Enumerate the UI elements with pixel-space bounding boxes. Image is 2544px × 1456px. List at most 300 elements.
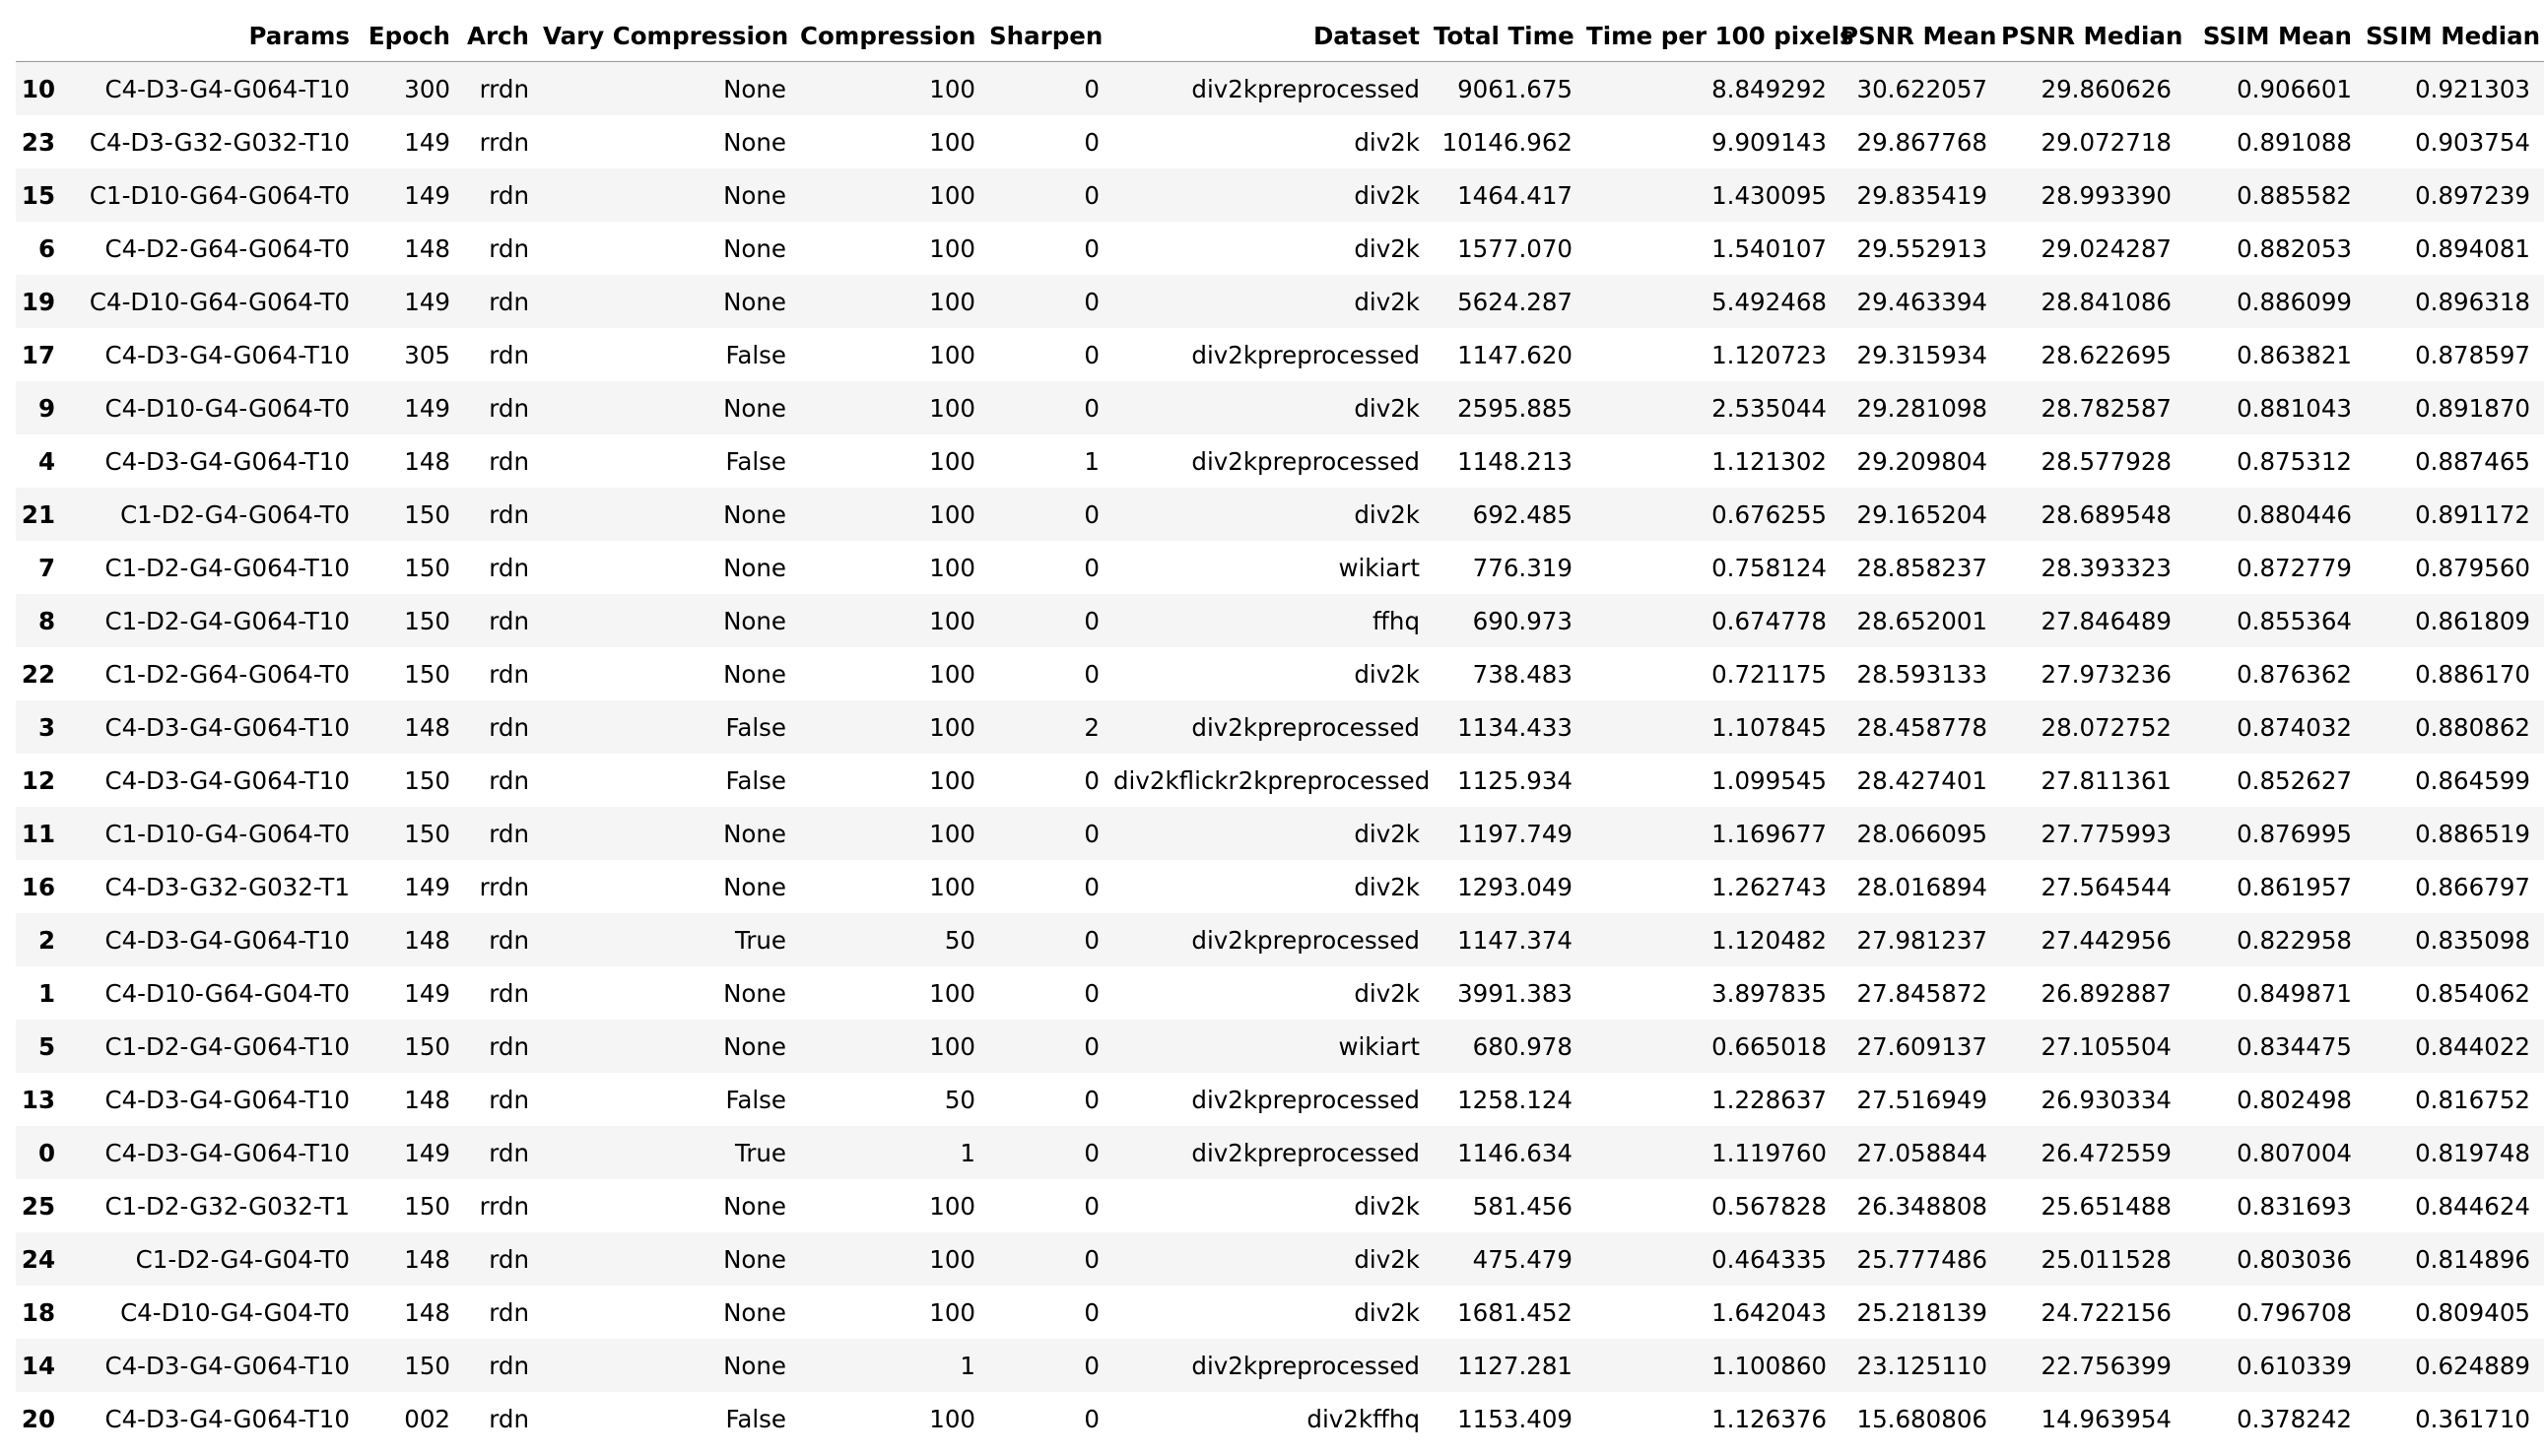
row-index-cell: 10: [21, 74, 55, 103]
table-cell: None: [723, 127, 786, 157]
table-cell: 305: [404, 340, 450, 369]
row-index-cell: 24: [21, 1244, 55, 1274]
table-cell: None: [723, 819, 786, 848]
table-cell: 0.802498: [2237, 1085, 2352, 1114]
table-cell: rdn: [489, 1031, 529, 1061]
table-cell: rrdn: [479, 74, 529, 103]
table-cell: 0: [1084, 1031, 1100, 1061]
table-cell: 0.879560: [2415, 553, 2530, 582]
table-row: [16, 115, 2544, 168]
table-cell: 0: [1084, 74, 1100, 103]
row-index-cell: 15: [21, 180, 55, 210]
table-cell: 28.782587: [2041, 393, 2172, 423]
table-cell: 29.463394: [1856, 287, 1987, 316]
table-cell: 150: [404, 819, 450, 848]
table-cell: 150: [404, 606, 450, 635]
table-cell: 1681.452: [1457, 1297, 1573, 1327]
table-cell: rdn: [489, 553, 529, 582]
table-cell: 0.906601: [2237, 74, 2352, 103]
table-cell: 0: [1084, 180, 1100, 210]
table-cell: div2kpreprocessed: [1191, 1085, 1420, 1114]
table-cell: 0.378242: [2237, 1404, 2352, 1433]
table-cell: 100: [929, 1031, 975, 1061]
table-cell: True: [734, 925, 786, 955]
table-cell: 0: [1084, 287, 1100, 316]
table-cell: 149: [404, 978, 450, 1008]
table-cell: C4-D3-G4-G064-T10: [104, 712, 350, 742]
table-cell: 0.880446: [2237, 499, 2352, 529]
column-header: Compression: [800, 11, 989, 62]
table-cell: rdn: [489, 765, 529, 795]
table-cell: 0.796708: [2237, 1297, 2352, 1327]
table-cell: div2k: [1354, 819, 1420, 848]
table-cell: C1-D2-G4-G064-T10: [104, 1031, 350, 1061]
row-index-cell: 6: [37, 233, 55, 263]
table-cell: div2k: [1354, 872, 1420, 901]
table-cell: None: [723, 1351, 786, 1380]
table-cell: div2k: [1354, 127, 1420, 157]
table-cell: 10146.962: [1441, 127, 1573, 157]
table-cell: 28.458778: [1856, 712, 1987, 742]
table-cell: 0.891172: [2415, 499, 2530, 529]
table-cell: 0.886519: [2415, 819, 2530, 848]
table-cell: C4-D3-G4-G064-T10: [104, 925, 350, 955]
table-cell: rdn: [489, 1244, 529, 1274]
table-cell: 692.485: [1472, 499, 1573, 529]
table-cell: False: [725, 1404, 786, 1433]
table-cell: None: [723, 978, 786, 1008]
table-cell: 148: [404, 233, 450, 263]
table-cell: rdn: [489, 340, 529, 369]
table-cell: 0.861957: [2237, 872, 2352, 901]
table-cell: 1.120482: [1711, 925, 1827, 955]
table-cell: rdn: [489, 233, 529, 263]
table-cell: None: [723, 1031, 786, 1061]
table-cell: 738.483: [1472, 659, 1573, 689]
table-row: [16, 222, 2544, 275]
table-cell: rdn: [489, 287, 529, 316]
column-header: Arch: [464, 11, 543, 62]
table-cell: C4-D10-G4-G04-T0: [120, 1297, 350, 1327]
table-cell: 3.897835: [1711, 978, 1827, 1008]
table-cell: 26.930334: [2041, 1085, 2172, 1114]
table-cell: C4-D2-G64-G064-T0: [104, 233, 350, 263]
table-cell: 0.610339: [2237, 1351, 2352, 1380]
table-cell: rdn: [489, 446, 529, 476]
table-cell: 9.909143: [1711, 127, 1827, 157]
table-cell: 0: [1084, 1244, 1100, 1274]
table-cell: 100: [929, 127, 975, 157]
table-cell: 690.973: [1472, 606, 1573, 635]
table-cell: None: [723, 393, 786, 423]
table-row: [16, 1179, 2544, 1232]
table-cell: 150: [404, 1031, 450, 1061]
table-cell: rdn: [489, 180, 529, 210]
table-cell: 0: [1084, 1297, 1100, 1327]
table-cell: rdn: [489, 1297, 529, 1327]
table-cell: 0.807004: [2237, 1138, 2352, 1167]
table-cell: 0.567828: [1711, 1191, 1827, 1221]
table-cell: 0.874032: [2237, 712, 2352, 742]
table-cell: 0: [1084, 606, 1100, 635]
table-cell: 3991.383: [1457, 978, 1573, 1008]
table-cell: 300: [404, 74, 450, 103]
row-index-cell: 20: [21, 1404, 55, 1433]
table-cell: 29.165204: [1856, 499, 1987, 529]
column-header: Sharpen: [989, 11, 1113, 62]
table-cell: 27.973236: [2041, 659, 2172, 689]
table-cell: wikiart: [1338, 553, 1420, 582]
table-cell: div2k: [1354, 393, 1420, 423]
table-cell: 26.348808: [1856, 1191, 1987, 1221]
table-cell: 0.878597: [2415, 340, 2530, 369]
table-cell: 50: [944, 1085, 975, 1114]
results-dataframe: [16, 11, 2544, 1445]
table-cell: rrdn: [479, 1191, 529, 1221]
table-cell: 0.361710: [2415, 1404, 2530, 1433]
table-row: [16, 647, 2544, 700]
table-cell: 150: [404, 499, 450, 529]
table-cell: 0.897239: [2415, 180, 2530, 210]
row-index-cell: 23: [21, 127, 55, 157]
row-index-cell: 0: [37, 1138, 55, 1167]
table-cell: 148: [404, 1297, 450, 1327]
table-cell: rdn: [489, 978, 529, 1008]
table-cell: 150: [404, 1351, 450, 1380]
table-cell: C1-D10-G64-G064-T0: [89, 180, 350, 210]
table-cell: div2k: [1354, 1297, 1420, 1327]
table-cell: 14.963954: [2041, 1404, 2172, 1433]
index-header: [16, 11, 65, 62]
table-cell: 150: [404, 553, 450, 582]
table-cell: 0.861809: [2415, 606, 2530, 635]
column-header: Dataset: [1113, 11, 1434, 62]
table-cell: 30.622057: [1856, 74, 1987, 103]
table-row: [16, 541, 2544, 594]
column-header: PSNR Mean: [1841, 11, 2001, 62]
table-cell: 0: [1084, 765, 1100, 795]
table-cell: 0.844624: [2415, 1191, 2530, 1221]
table-cell: 27.058844: [1856, 1138, 1987, 1167]
column-header: SSIM Median: [2366, 11, 2544, 62]
table-cell: None: [723, 1191, 786, 1221]
table-cell: 100: [929, 553, 975, 582]
table-row: [16, 275, 2544, 328]
table-cell: 1.430095: [1711, 180, 1827, 210]
table-cell: 0.882053: [2237, 233, 2352, 263]
row-index-cell: 3: [37, 712, 55, 742]
table-cell: False: [725, 340, 786, 369]
table-cell: 150: [404, 659, 450, 689]
table-cell: 28.066095: [1856, 819, 1987, 848]
table-row: [16, 328, 2544, 381]
table-cell: 28.841086: [2041, 287, 2172, 316]
table-cell: 27.564544: [2041, 872, 2172, 901]
table-row: [16, 807, 2544, 860]
table-cell: 002: [404, 1404, 450, 1433]
table-cell: 8.849292: [1711, 74, 1827, 103]
table-cell: rdn: [489, 819, 529, 848]
table-body: [16, 62, 2544, 1446]
table-cell: 0.835098: [2415, 925, 2530, 955]
row-index-cell: 7: [37, 553, 55, 582]
table-cell: 1.119760: [1711, 1138, 1827, 1167]
table-cell: div2kpreprocessed: [1191, 712, 1420, 742]
table-cell: 0.886099: [2237, 287, 2352, 316]
table-cell: 0.834475: [2237, 1031, 2352, 1061]
table-cell: C4-D3-G4-G064-T10: [104, 446, 350, 476]
table-cell: C4-D3-G4-G064-T10: [104, 340, 350, 369]
table-cell: 1: [960, 1351, 975, 1380]
table-cell: 28.593133: [1856, 659, 1987, 689]
table-cell: 0: [1084, 659, 1100, 689]
table-cell: 0.674778: [1711, 606, 1827, 635]
table-cell: 148: [404, 712, 450, 742]
table-cell: div2kpreprocessed: [1191, 74, 1420, 103]
table-cell: 475.479: [1472, 1244, 1573, 1274]
table-cell: 0.876362: [2237, 659, 2352, 689]
table-cell: 0.891870: [2415, 393, 2530, 423]
table-cell: 29.835419: [1856, 180, 1987, 210]
row-index-cell: 8: [37, 606, 55, 635]
table-cell: rdn: [489, 1351, 529, 1380]
table-cell: 25.651488: [2041, 1191, 2172, 1221]
table-cell: 0: [1084, 233, 1100, 263]
table-cell: 29.209804: [1856, 446, 1987, 476]
table-row: [16, 594, 2544, 647]
table-cell: 100: [929, 872, 975, 901]
row-index-cell: 1: [37, 978, 55, 1008]
row-index-cell: 4: [37, 446, 55, 476]
table-cell: C4-D3-G4-G064-T10: [104, 74, 350, 103]
table-cell: 1.169677: [1711, 819, 1827, 848]
table-cell: 29.072718: [2041, 127, 2172, 157]
column-header: Epoch: [364, 11, 464, 62]
table-cell: C1-D2-G32-G032-T1: [104, 1191, 350, 1221]
table-cell: None: [723, 287, 786, 316]
table-cell: 1148.213: [1457, 446, 1573, 476]
table-cell: 0.809405: [2415, 1297, 2530, 1327]
table-cell: 22.756399: [2041, 1351, 2172, 1380]
table-cell: 0.885582: [2237, 180, 2352, 210]
table-cell: 148: [404, 1085, 450, 1114]
table-cell: 1.121302: [1711, 446, 1827, 476]
table-cell: 100: [929, 978, 975, 1008]
table-cell: C4-D3-G4-G064-T10: [104, 1351, 350, 1380]
table-cell: div2kffhq: [1306, 1404, 1420, 1433]
table-cell: 0: [1084, 499, 1100, 529]
table-cell: C4-D10-G64-G064-T0: [89, 287, 350, 316]
table-cell: 0: [1084, 1351, 1100, 1380]
table-cell: None: [723, 499, 786, 529]
table-cell: 100: [929, 712, 975, 742]
table-cell: 27.846489: [2041, 606, 2172, 635]
table-cell: 27.516949: [1856, 1085, 1987, 1114]
table-cell: 0: [1084, 978, 1100, 1008]
table-cell: 0.921303: [2415, 74, 2530, 103]
table-row: [16, 1232, 2544, 1286]
table-cell: C1-D2-G4-G064-T10: [104, 606, 350, 635]
table-cell: 28.577928: [2041, 446, 2172, 476]
table-cell: 0.903754: [2415, 127, 2530, 157]
table-cell: 29.281098: [1856, 393, 1987, 423]
column-header: Params: [65, 11, 364, 62]
table-cell: 28.393323: [2041, 553, 2172, 582]
table-cell: 23.125110: [1856, 1351, 1987, 1380]
table-cell: 0.876995: [2237, 819, 2352, 848]
table-cell: wikiart: [1338, 1031, 1420, 1061]
row-index-cell: 21: [21, 499, 55, 529]
column-header: Vary Compression: [543, 11, 800, 62]
table-cell: 28.622695: [2041, 340, 2172, 369]
column-header: Time per 100 pixels: [1586, 11, 1841, 62]
table-cell: C1-D2-G4-G04-T0: [135, 1244, 350, 1274]
table-cell: C4-D3-G4-G064-T10: [104, 765, 350, 795]
table-cell: rrdn: [479, 872, 529, 901]
table-cell: 0.891088: [2237, 127, 2352, 157]
table-cell: 0: [1084, 127, 1100, 157]
table-cell: C1-D10-G4-G064-T0: [104, 819, 350, 848]
table-cell: 29.860626: [2041, 74, 2172, 103]
table-cell: div2k: [1354, 499, 1420, 529]
table-cell: 2595.885: [1457, 393, 1573, 423]
table-cell: 1197.749: [1457, 819, 1573, 848]
table-cell: 28.689548: [2041, 499, 2172, 529]
table-cell: 0.822958: [2237, 925, 2352, 955]
table-cell: 28.427401: [1856, 765, 1987, 795]
table-cell: 1127.281: [1457, 1351, 1573, 1380]
table-cell: div2k: [1354, 233, 1420, 263]
table-cell: 29.552913: [1856, 233, 1987, 263]
table-cell: 100: [929, 1244, 975, 1274]
table-row: [16, 700, 2544, 754]
table-cell: 149: [404, 180, 450, 210]
table-cell: None: [723, 180, 786, 210]
table-cell: 0: [1084, 1404, 1100, 1433]
table-cell: 1: [960, 1138, 975, 1167]
table-cell: 100: [929, 499, 975, 529]
table-cell: 27.845872: [1856, 978, 1987, 1008]
table-cell: 1153.409: [1457, 1404, 1573, 1433]
table-cell: div2kpreprocessed: [1191, 1351, 1420, 1380]
table-cell: 100: [929, 659, 975, 689]
table-cell: 1.126376: [1711, 1404, 1827, 1433]
table-cell: C4-D3-G4-G064-T10: [104, 1085, 350, 1114]
table-cell: False: [725, 765, 786, 795]
table-row: [16, 168, 2544, 222]
table-cell: 25.011528: [2041, 1244, 2172, 1274]
table-cell: None: [723, 233, 786, 263]
table-cell: rdn: [489, 1138, 529, 1167]
table-cell: 1464.417: [1457, 180, 1573, 210]
table-cell: 1.540107: [1711, 233, 1827, 263]
table-cell: 149: [404, 127, 450, 157]
table-row: [16, 381, 2544, 434]
table-cell: 0.855364: [2237, 606, 2352, 635]
table-cell: rdn: [489, 659, 529, 689]
table-cell: 100: [929, 1404, 975, 1433]
table-row: [16, 966, 2544, 1020]
table-cell: None: [723, 1244, 786, 1274]
column-header: Total Time: [1434, 11, 1586, 62]
table-cell: 0: [1084, 819, 1100, 848]
table-cell: C4-D3-G4-G064-T10: [104, 1404, 350, 1433]
table-cell: div2k: [1354, 287, 1420, 316]
table-cell: 1.107845: [1711, 712, 1827, 742]
table-cell: 1.100860: [1711, 1351, 1827, 1380]
table-cell: 28.993390: [2041, 180, 2172, 210]
table-row: [16, 860, 2544, 913]
column-header: PSNR Median: [2001, 11, 2185, 62]
table-cell: 0.831693: [2237, 1191, 2352, 1221]
table-cell: 26.892887: [2041, 978, 2172, 1008]
table-cell: 0.844022: [2415, 1031, 2530, 1061]
table-cell: 100: [929, 74, 975, 103]
table-cell: None: [723, 659, 786, 689]
table-cell: 27.981237: [1856, 925, 1987, 955]
row-index-cell: 5: [37, 1031, 55, 1061]
table-cell: None: [723, 606, 786, 635]
table-cell: 27.609137: [1856, 1031, 1987, 1061]
table-cell: 0.864599: [2415, 765, 2530, 795]
row-index-cell: 19: [21, 287, 55, 316]
table-cell: 1.262743: [1711, 872, 1827, 901]
row-index-cell: 22: [21, 659, 55, 689]
table-cell: C1-D2-G64-G064-T0: [104, 659, 350, 689]
table-cell: div2kpreprocessed: [1191, 340, 1420, 369]
table-row: [16, 1126, 2544, 1179]
table-cell: 148: [404, 446, 450, 476]
table-cell: 0.676255: [1711, 499, 1827, 529]
table-cell: 0.880862: [2415, 712, 2530, 742]
table-cell: 0: [1084, 872, 1100, 901]
table-row: [16, 754, 2544, 807]
table-cell: 1147.620: [1457, 340, 1573, 369]
table-cell: C1-D2-G4-G064-T0: [120, 499, 350, 529]
table-cell: 25.777486: [1856, 1244, 1987, 1274]
table-cell: 0: [1084, 1191, 1100, 1221]
table-cell: 29.867768: [1856, 127, 1987, 157]
table-cell: 0.814896: [2415, 1244, 2530, 1274]
table-row: [16, 62, 2544, 116]
table-cell: 0.886170: [2415, 659, 2530, 689]
table-cell: 0.866797: [2415, 872, 2530, 901]
table-row: [16, 1286, 2544, 1339]
table-cell: C4-D3-G4-G064-T10: [104, 1138, 350, 1167]
table-cell: 28.072752: [2041, 712, 2172, 742]
table-cell: 0.896318: [2415, 287, 2530, 316]
column-header: SSIM Mean: [2185, 11, 2366, 62]
table-cell: None: [723, 553, 786, 582]
row-index-cell: 9: [37, 393, 55, 423]
table-cell: 100: [929, 287, 975, 316]
table-cell: 100: [929, 393, 975, 423]
table-cell: rrdn: [479, 127, 529, 157]
table-cell: 100: [929, 340, 975, 369]
table-cell: 2: [1084, 712, 1100, 742]
table-cell: 680.978: [1472, 1031, 1573, 1061]
table-cell: 1.099545: [1711, 765, 1827, 795]
table-cell: 25.218139: [1856, 1297, 1987, 1327]
table-cell: div2k: [1354, 1244, 1420, 1274]
table-cell: 150: [404, 765, 450, 795]
table-cell: True: [734, 1138, 786, 1167]
table-cell: rdn: [489, 499, 529, 529]
table-cell: None: [723, 1297, 786, 1327]
table-cell: 0.758124: [1711, 553, 1827, 582]
table-cell: 0.819748: [2415, 1138, 2530, 1167]
table-cell: C4-D10-G4-G064-T0: [104, 393, 350, 423]
